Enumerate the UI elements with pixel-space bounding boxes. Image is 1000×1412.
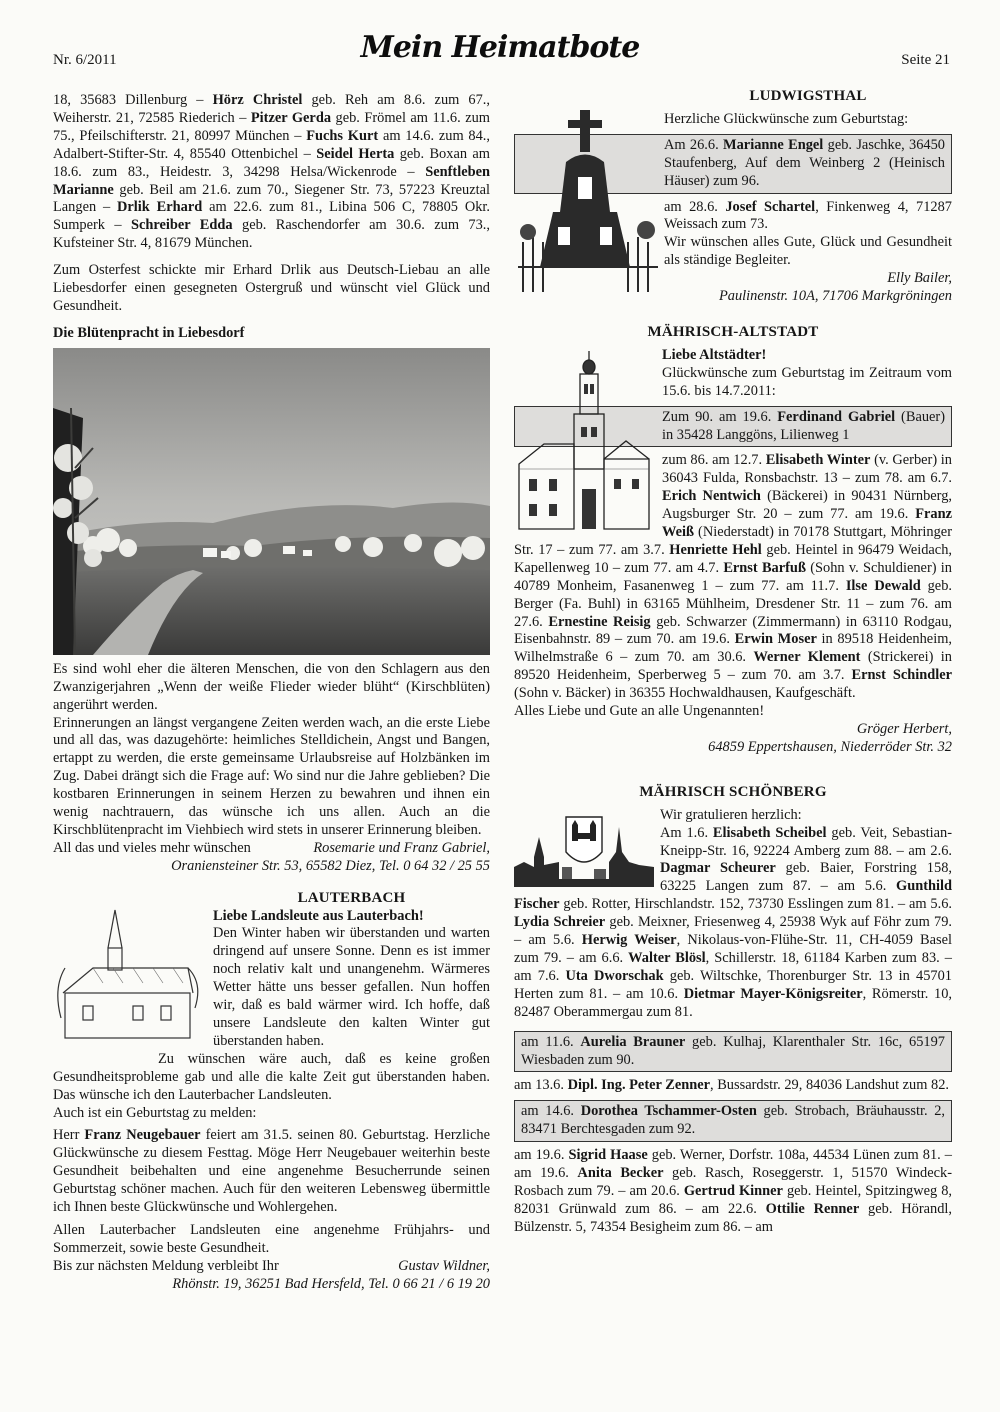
person-name: Aurelia Brauner: [580, 1033, 686, 1050]
person-name: Gunthild Fischer: [514, 878, 952, 913]
person-name: Seidel Herta: [316, 145, 395, 162]
person-name: Josef Schartel: [725, 198, 816, 215]
memories-intro: Es sind wohl eher die älteren Menschen, die von den Schlagern aus den Zwanzigerjahren „Wenn der weiße Flieder wieder blüht“ (Kirschblüten) angerührt werden.: [53, 660, 490, 713]
town-skyline-icon: [514, 807, 654, 887]
altstadt-birthday-list: zum 86. am 12.7. Elisabeth Winter (v. Gerber) in 36043 Fulda, Ronsbachstr. 13 – zum 78. am 6.7. Erich Nentwich (Bäckerei) in 90431 Nürnberg, Augsburger Str. 20 – zum 77. am 19.6. Franz Weiß (Niederstadt) in 70178 Stuttgart, Möhringer Str. 17 – zum 77. am 3.7. Henriette Hehl geb. Heintel in 96479 Weidach, Kapellenweg 10 – zum 77. am 4.7. Ernst Barfuß (Sohn v. Schuldiener) in 40789 Monheim, Fasanenweg 1 – zum 77. am 11.7. Ilse Dewald geb. Berger (Fa. Buhl) in 63165 Mühlheim, Dresdener Str. 11 – zum 76. am 27.6. Ernestine Reisig geb. Schwarzer (Zimmermann) in 63110 Rodgau, Eisenbahnstr. 89 – zum 70. am 19.6. Erwin Moser in 89518 Heidenheim, Wilhelmstraße 6 – zum 70. am 30.6. Werner Klement (Strickerei) in 89520 Heidenheim, Sperberweg 5 – zum 70. am 3.7. Ernst Schindler (Sohn v. Bäcker) in 36355 Hochwaldhausen, Kaufgeschäft.: [514, 452, 952, 702]
person-name: Walter Blösl: [628, 949, 706, 966]
person-name: Herwig Weiser: [581, 932, 677, 949]
person-name: Werner Klement: [753, 649, 861, 666]
lauterbach-section: [53, 890, 490, 1294]
blossom-landscape-photo: [53, 348, 490, 655]
person-name: Pitzer Gerda: [250, 109, 332, 126]
ludwigsthal-section: [514, 88, 952, 306]
page-number: Seite 21: [901, 52, 950, 68]
person-name: Ernst Barfuß: [723, 559, 806, 576]
lauterbach-birthday-intro: Auch ist ein Geburtstag zu melden:: [53, 1104, 257, 1121]
altstadt-wishes: Alles Liebe und Gute an alle Ungenannten!: [514, 703, 765, 720]
person-name: Anita Becker: [577, 1165, 664, 1182]
right-column: [514, 88, 952, 1237]
signature-gabriel: [53, 840, 490, 858]
person-name: Franz Neugebauer: [84, 1127, 201, 1144]
landscape-image: [53, 348, 490, 655]
lauterbach-health-text: Zu wünschen wäre auch, daß es keine großen Gesundheitsprobleme gab und alle die kalte Zeit gut überstanden haben. Das wünsche ich den Lauterbacher Landsleuten.: [53, 1050, 490, 1103]
lauterbach-title: LAUTERBACH: [297, 889, 406, 906]
schoenberg-highlight-box-tschammer: am 14.6. Dorothea Tschammer-Osten geb. Strobach, Bräuhausstr. 2, 83471 Berchtesgaden zum 92.: [514, 1100, 952, 1142]
page-header: [0, 0, 1000, 78]
signature-text: Bis zur nächsten Meldung verbleibt Ihr: [53, 1257, 279, 1274]
photo-title: Die Blütenpracht in Liebesdorf: [53, 324, 245, 341]
cross-monument-icon: [518, 92, 658, 292]
person-name: Ernst Schindler: [851, 667, 952, 684]
person-name: Dietmar Mayer-Königsreiter: [683, 985, 863, 1002]
schoenberg-birthday-zenner: am 13.6. Dipl. Ing. Peter Zenner, Bussardstr. 29, 84036 Landshut zum 82.: [514, 1077, 950, 1094]
church-tower-icon: [514, 349, 654, 534]
lauterbach-birthday-text: Herr Franz Neugebauer feiert am 31.5. seinen 80. Geburtstag. Herzliche Glückwünsche zu diesem Festtag. Möge Herr Neugebauer weiterhin beste Gesundheit beibehalten und eine angenehme Besucherrunde seinen Geburtstag schöner machen. Auch für den weiteren Lebensweg übermittle ich Ihnen beste Glückwünsche und Wohlergehen.: [53, 1127, 490, 1216]
ludwigsthal-highlight-box: Am 26.6. Marianne Engel geb. Jaschke, 36450 Staufenberg, Auf dem Weinberg 2 (Heinisch Häuser) zum 96.: [514, 134, 952, 194]
person-name: Uta Dworschak: [565, 967, 664, 984]
person-name: Dipl. Ing. Peter Zenner: [567, 1077, 710, 1094]
person-name: Senftleben Marianne: [53, 163, 490, 198]
person-name: Henriette Hehl: [669, 541, 762, 558]
altstadt-title: MÄHRISCH-ALTSTADT: [647, 323, 819, 340]
lauterbach-wishes: Allen Lauterbacher Landsleuten eine angenehme Frühjahrs- und Sommerzeit, sowie beste Gesundheit.: [53, 1221, 490, 1256]
person-name: Ilse Dewald: [845, 577, 921, 594]
signature-wildner: [53, 1258, 490, 1276]
person-name: Drlik Erhard: [117, 199, 203, 216]
signature-text: All das und vieles mehr wünschen: [53, 839, 251, 856]
schoenberg-title: MÄHRISCH SCHÖNBERG: [639, 783, 827, 800]
person-name: Dagmar Scheurer: [660, 860, 776, 877]
schoenberg-birthday-list: Am 1.6. Elisabeth Scheibel geb. Veit, Sebastian-Kneipp-Str. 16, 92224 Amberg zum 88. – am 2.6. Dagmar Scheurer geb. Baier, Forstring 158, 63225 Langen zum 87. – am 5.6. Gunthild Fischer geb. Rotter, Hirschlandstr. 152, 73730 Esslingen zum 81. – am 5.6. Lydia Schreier geb. Meixner, Friesenweg 4, 25938 Wyk auf Föhr zum 79. – am 5.6. Herwig Weiser, Nikolaus-von-Flühe-Str. 11, CH-4059 Basel zum 79. – am 6.6. Walter Blösl, Schillerstr. 18, 61184 Karben zum 83. – am 7.6. Uta Dworschak geb. Wiltschke, Thorenburger Str. 13 in 45701 Herten zum 81. – am 10.6. Dietmar Mayer-Königsreiter, Römerstr. 10, 82487 Oberammergau zum 81.: [514, 824, 953, 1020]
masthead-title: Mein Heimatbote: [360, 30, 640, 65]
person-name: Dorothea Tschammer-Osten: [580, 1103, 757, 1120]
altstadt-greeting: Liebe Altstädter!: [662, 346, 767, 363]
person-name: Fuchs Kurt: [306, 127, 379, 144]
birthday-list-continued: 18, 35683 Dillenburg – Hörz Christel geb. Reh am 8.6. zum 67., Weiherstr. 21, 72585 Riederich – Pitzer Gerda geb. Frömel am 11.6. zum 75., Pfeilschifterstr. 21, 80997 München – Fuchs Kurt am 14.6. zum 84., Adalbert-Stifter-Str. 4, 85540 Ottenbichel – Seidel Herta geb. Boxan am 18.6. zum 83., Heidestr. 3, 34298 Helsa/Wickenrode – Senftleben Marianne geb. Beil am 21.6. zum 70., Siegener Str. 73, 57223 Kreuztal Langen – Drlik Erhard am 22.6. zum 81., Libina 506 C, 78805 Okr. Sumperk – Schreiber Edda geb. Raschendorfer am 30.6. zum 73., Kufsteiner Str. 4, 81679 München.: [53, 92, 491, 252]
ludwigsthal-intro: Herzliche Glückwünsche zum Geburtstag:: [664, 110, 909, 127]
ludwigsthal-birthday: am 28.6. Josef Schartel, Finkenweg 4, 71287 Weissach zum 73.: [664, 198, 952, 233]
schoenberg-intro: Wir gratulieren herzlich:: [660, 806, 802, 823]
person-name: Ottilie Renner: [765, 1200, 860, 1217]
person-name: Ernestine Reisig: [548, 613, 651, 630]
altstadt-signature-name: Gröger Herbert,: [856, 721, 952, 737]
altstadt-intro: Glückwünsche zum Geburtstag im Zeitraum vom 15.6. bis 14.7.2011:: [662, 364, 952, 399]
lauterbach-winter-text: Den Winter haben wir überstanden und warten dringend auf unsere Sonne. Denn es ist immer noch relativ kalt und unangenehm. Wärmeres Wetter hätte uns besser gefallen. Nun hoffen wir, daß es bald wärmer wird. Ich hoffe, daß unsere Landsleute den kalten Winter gut überstanden haben.: [213, 925, 490, 1049]
signature-address: Oraniensteiner Str. 53, 65582 Diez, Tel. 0 64 32 / 25 55: [171, 857, 490, 874]
ludwigsthal-title: LUDWIGSTHAL: [749, 88, 867, 104]
signature-address: Rhönstr. 19, 36251 Bad Hersfeld, Tel. 0 66 21 / 6 19 20: [172, 1275, 490, 1292]
schoenberg-highlight-box-brauner: am 11.6. Aurelia Brauner geb. Kulhaj, Klarenthaler Str. 16c, 65197 Wiesbaden zum 90.: [514, 1031, 952, 1073]
altstadt-signature-address: 64859 Eppertshausen, Niederröder Str. 32: [708, 738, 952, 755]
left-column: [53, 92, 490, 1294]
person-name: Franz Weiß: [662, 506, 952, 541]
ludwigsthal-signature-name: Elly Bailer,: [887, 270, 952, 287]
person-name: Lydia Schreier: [514, 914, 606, 931]
lauterbach-greeting: Liebe Landsleute aus Lauterbach!: [213, 907, 424, 924]
person-name: Schreiber Edda: [130, 217, 233, 234]
person-name: Sigrid Haase: [568, 1147, 648, 1164]
ludwigsthal-wishes: Wir wünschen alles Gute, Glück und Gesundheit als ständige Begleiter.: [664, 234, 952, 269]
person-name: Gertrud Kinner: [683, 1182, 783, 1199]
issue-number: Nr. 6/2011: [53, 52, 117, 68]
schoenberg-birthday-list-2: am 19.6. Sigrid Haase geb. Werner, Dorfstr. 108a, 44534 Lünen zum 81. – am 19.6. Anita Becker geb. Rasch, Roseggerstr. 1, 51570 Windeck-Rosbach zum 79. – am 20.6. Gertrud Kinner geb. Heintel, Spitzingweg 8, 82031 Grünwald zum 86. – am 22.6. Ottilie Renner geb. Hörandl, Bülzenstr. 5, 74354 Besigheim zum 86. – am: [514, 1147, 953, 1235]
person-name: Erwin Moser: [734, 631, 817, 648]
ludwigsthal-signature-address: Paulinenstr. 10A, 71706 Markgröningen: [718, 288, 952, 305]
person-name: Hörz Christel: [212, 92, 303, 108]
altstadt-section: [514, 324, 952, 757]
schoenberg-section: [514, 784, 952, 1237]
memories-text: Erinnerungen an längst vergangene Zeiten werden wach, an die erste Liebe und all das, was dazugehörte: heimliches Stelldichein, Angst und Bangen, ertappt zu werden, die erste gemeinsame Urlaubsreise auf Holzbänken im Zug. Dabei drängt sich die Frage auf: Wo sind nur die Jahre geblieben? Die kostbaren Erinnerungen in seinem Herzen zu bewahren und ihnen ein wenig nachtrauern, das wünsche ich uns allen. Auch an die Kirschblütenpracht im Viehbiech wird stets in unserer Erinnerung bleiben.: [53, 714, 490, 838]
person-name: Marianne Engel: [723, 136, 824, 153]
person-name: Elisabeth Scheibel: [712, 824, 827, 841]
person-name: Ferdinand Gabriel: [777, 408, 896, 425]
person-name: Elisabeth Winter: [765, 452, 871, 469]
person-name: Erich Nentwich: [662, 488, 761, 505]
altstadt-highlight-box: Zum 90. am 19.6. Ferdinand Gabriel (Bauer) in 35428 Langgöns, Lilienweg 1: [514, 406, 952, 448]
signature-name: Rosemarie und Franz Gabriel,: [313, 839, 490, 856]
easter-greeting: Zum Osterfest schickte mir Erhard Drlik aus Deutsch-Liebau an alle Liebesdorfer einen gesegneten Ostergruß und wünscht viel Glück und Gesundheit.: [53, 262, 490, 314]
signature-name: Gustav Wildner,: [398, 1257, 490, 1274]
chapel-drawing-icon: [53, 908, 203, 1048]
